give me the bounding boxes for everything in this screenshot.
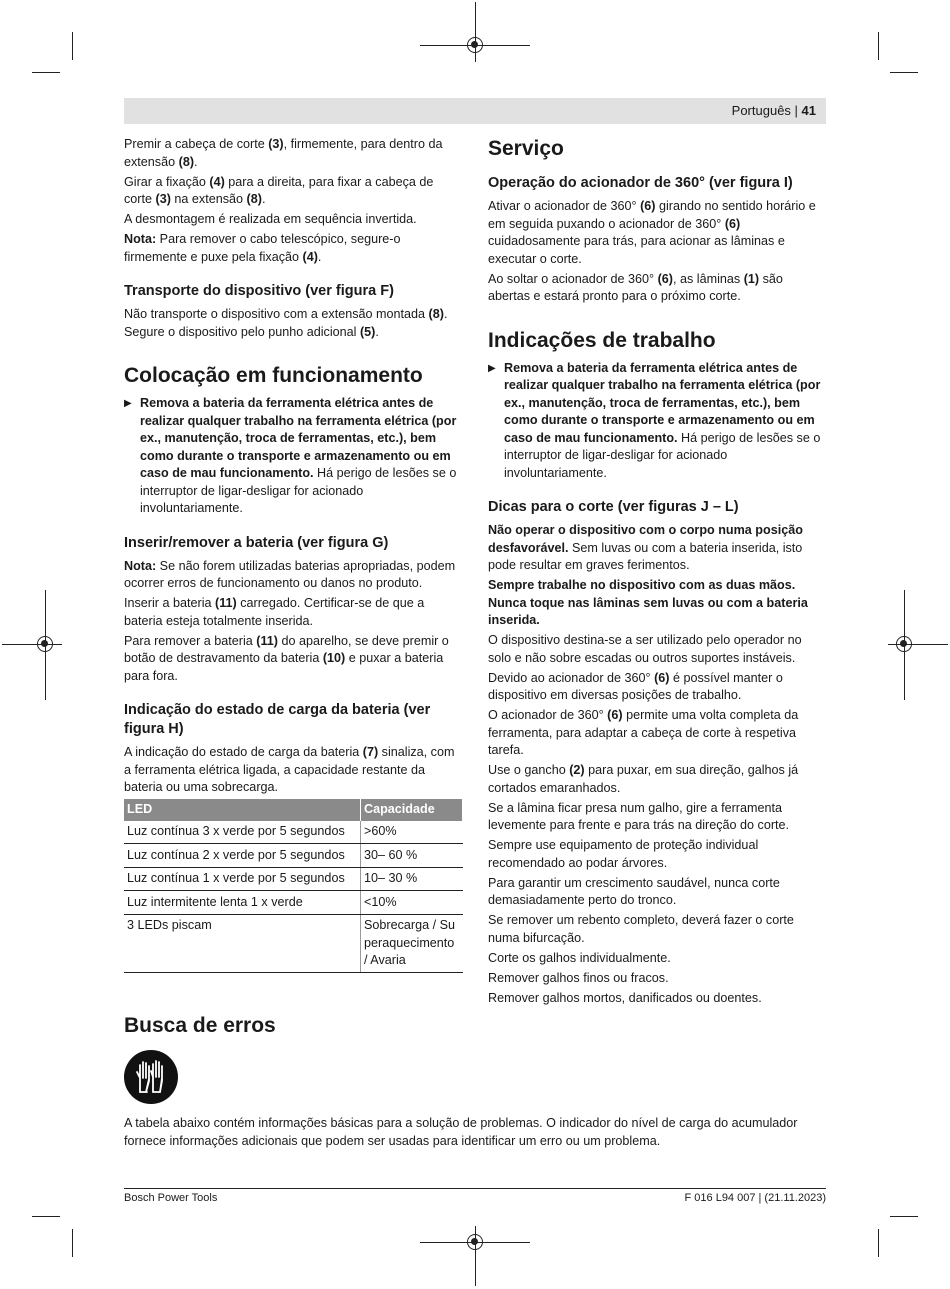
registration-line [475, 2, 476, 62]
registration-mark-icon [896, 636, 912, 652]
paragraph: Girar a fixação (4) para a direita, para fixar a cabeça de corte (3) na extensão (8). [124, 174, 434, 206]
crop-mark [890, 1216, 918, 1217]
crop-mark [878, 32, 879, 60]
paragraph: A desmontagem é realizada em sequência invertida. [124, 212, 417, 226]
crop-mark [32, 72, 60, 73]
section-title-work: Indicações de trabalho [488, 328, 716, 352]
footer-brand: Bosch Power Tools [124, 1192, 218, 1204]
warning-item: ▶ Remova a bateria da ferramenta elétrica antes de realizar qualquer trabalho na ferramenta elétrica (por ex., manutenção, troca de ferramentas, etc.), bem como durante o transporte e armazenamento ou em caso de mau funcionamento. Há perigo de lesões se o interruptor de ligar-desligar for acionado involuntariamente. [488, 360, 821, 480]
paragraph: Ao soltar o acionador de 360° (6), as lâminas (1) são abertas e estará pronto para o próximo corte. [488, 271, 783, 303]
triangle-bullet-icon: ▶ [488, 362, 496, 374]
crop-mark [878, 1229, 879, 1257]
registration-mark-icon [467, 37, 483, 53]
crop-mark [890, 72, 918, 73]
table-cell: Luz contínua 1 x verde por 5 segundos [124, 867, 361, 891]
section-title-service: Serviço [488, 137, 564, 160]
section-title-errors: Busca de erros [124, 1014, 276, 1037]
table-cell: >60% [361, 821, 463, 844]
section-heading-battery: Inserir/remover a bateria (ver figura G) [124, 534, 389, 551]
table-row [124, 867, 463, 891]
left-column [124, 136, 464, 973]
paragraph: O acionador de 360° (6) permite uma volta completa da ferramenta, para adaptar a cabeça de corte à respetiva tarefa. [488, 708, 799, 757]
section-title-start: Colocação em funcionamento [124, 364, 423, 387]
paragraph: Remover galhos mortos, danificados ou doentes. [488, 990, 762, 1005]
paragraph: A indicação do estado de carga da bateria (7) sinaliza, com a ferramenta elétrica ligada, a capacidade restante da bateria ou uma sobrecarga. [124, 745, 455, 794]
registration-mark-icon [37, 636, 53, 652]
paragraph: Sempre trabalhe no dispositivo com as duas mãos. Nunca toque nas lâminas sem luvas ou com a bateria inserida. [488, 578, 808, 627]
note: Nota: Para remover o cabo telescópico, segure-o firmemente e puxe pela fixação (4). [124, 232, 401, 264]
section-heading-charge: Indicação do estado de carga da bateria (ver figura H) [124, 702, 431, 737]
section-heading-tips: Dicas para o corte (ver figuras J – L) [488, 499, 739, 515]
paragraph: Ativar o acionador de 360° (6) girando no sentido horário e em seguida puxando o acionador de 360° (6) cuidadosamente para trás, para acionar as lâminas e executar o corte. [488, 199, 816, 266]
page-header [124, 98, 826, 124]
table-cell: Luz intermitente lenta 1 x verde [124, 891, 361, 915]
paragraph: Se a lâmina ficar presa num galho, gire a ferramenta levemente para frente e para trás na direção do corte. [488, 800, 790, 832]
table-cell: Luz contínua 2 x verde por 5 segundos [124, 844, 361, 868]
table-header-capacity: Capacidade [361, 799, 463, 821]
note: Nota: Se não forem utilizadas baterias apropriadas, podem ocorrer erros de funcionamento ou danos no produto. [124, 558, 456, 590]
warning-item: ▶ Remova a bateria da ferramenta elétrica antes de realizar qualquer trabalho na ferramenta elétrica (por ex., manutenção, troca de ferramentas, etc.), bem como durante o transporte e armazenamento ou em caso de mau funcionamento. Há perigo de lesões se o interruptor de ligar-desligar for acionado involuntariamente. [124, 396, 457, 515]
paragraph: Para remover a bateria (11) do aparelho, se deve premir o botão de destravamento da bateria (10) e puxar a bateria para fora. [124, 633, 449, 683]
paragraph: Devido ao acionador de 360° (6) é possível manter o dispositivo em diversas posições de trabalho. [488, 670, 783, 702]
led-status-table [124, 799, 463, 973]
header-language: Português [731, 103, 791, 118]
footer-document-id: F 016 L94 007 | (21.11.2023) [684, 1192, 826, 1204]
paragraph: Remover galhos finos ou fracos. [488, 970, 669, 985]
footer-divider [124, 1188, 826, 1189]
table-cell: 30– 60 % [361, 844, 463, 868]
registration-line [2, 644, 62, 645]
crop-mark [72, 1229, 73, 1257]
paragraph: Não operar o dispositivo com o corpo numa posição desfavorável. Sem luvas ou com a bateria inserida, isto pode resultar em graves ferimentos. [488, 523, 803, 572]
paragraph: Use o gancho (2) para puxar, em sua direção, galhos já cortados emaranhados. [488, 763, 799, 795]
table-row [124, 914, 463, 973]
registration-mark-icon [467, 1234, 483, 1250]
paragraph: Inserir a bateria (11) carregado. Certificar-se de que a bateria esteja totalmente inserida. [124, 596, 425, 628]
page-number: 41 [801, 103, 816, 118]
triangle-bullet-icon: ▶ [124, 398, 132, 409]
right-column [488, 136, 828, 1010]
table-cell: 10– 30 % [361, 867, 463, 891]
paragraph: O dispositivo destina-se a ser utilizado pelo operador no solo e não sobre escadas ou outros suportes instáveis. [488, 633, 802, 665]
table-row [124, 844, 463, 868]
table-row [124, 821, 463, 844]
table-row [124, 891, 463, 915]
paragraph: Sempre use equipamento de proteção individual recomendado ao podar árvores. [488, 838, 759, 870]
table-cell: 3 LEDs piscam [124, 914, 361, 973]
paragraph: Para garantir um crescimento saudável, nunca corte demasiadamente perto do tronco. [488, 875, 780, 907]
section-heading-transport: Transporte do dispositivo (ver figura F) [124, 283, 394, 299]
table-header-led: LED [124, 799, 361, 821]
crop-mark [32, 1216, 60, 1217]
paragraph: Não transporte o dispositivo com a extensão montada (8). Segure o dispositivo pelo punho adicional (5). [124, 307, 448, 339]
crop-mark [72, 32, 73, 60]
section-heading-360: Operação do acionador de 360° (ver figura I) [488, 175, 793, 191]
errors-paragraph: A tabela abaixo contém informações básicas para a solução de problemas. O indicador do nível de carga do acumulador fornece informações adicionais que podem ser usadas para identificar um erro ou um problema. [124, 1116, 798, 1148]
paragraph: Corte os galhos individualmente. [488, 950, 671, 965]
gloves-icon [124, 1050, 178, 1104]
table-header-row [124, 799, 463, 821]
paragraph: Se remover um rebento completo, deverá fazer o corte numa bifurcação. [488, 913, 794, 945]
table-cell: Sobrecarga / Superaquecimento / Avaria [361, 914, 463, 973]
table-cell: Luz contínua 3 x verde por 5 segundos [124, 821, 361, 844]
header-text: Português | 41 [731, 103, 816, 118]
paragraph: Premir a cabeça de corte (3), firmemente, para dentro da extensão (8). [124, 137, 443, 169]
table-cell: <10% [361, 891, 463, 915]
